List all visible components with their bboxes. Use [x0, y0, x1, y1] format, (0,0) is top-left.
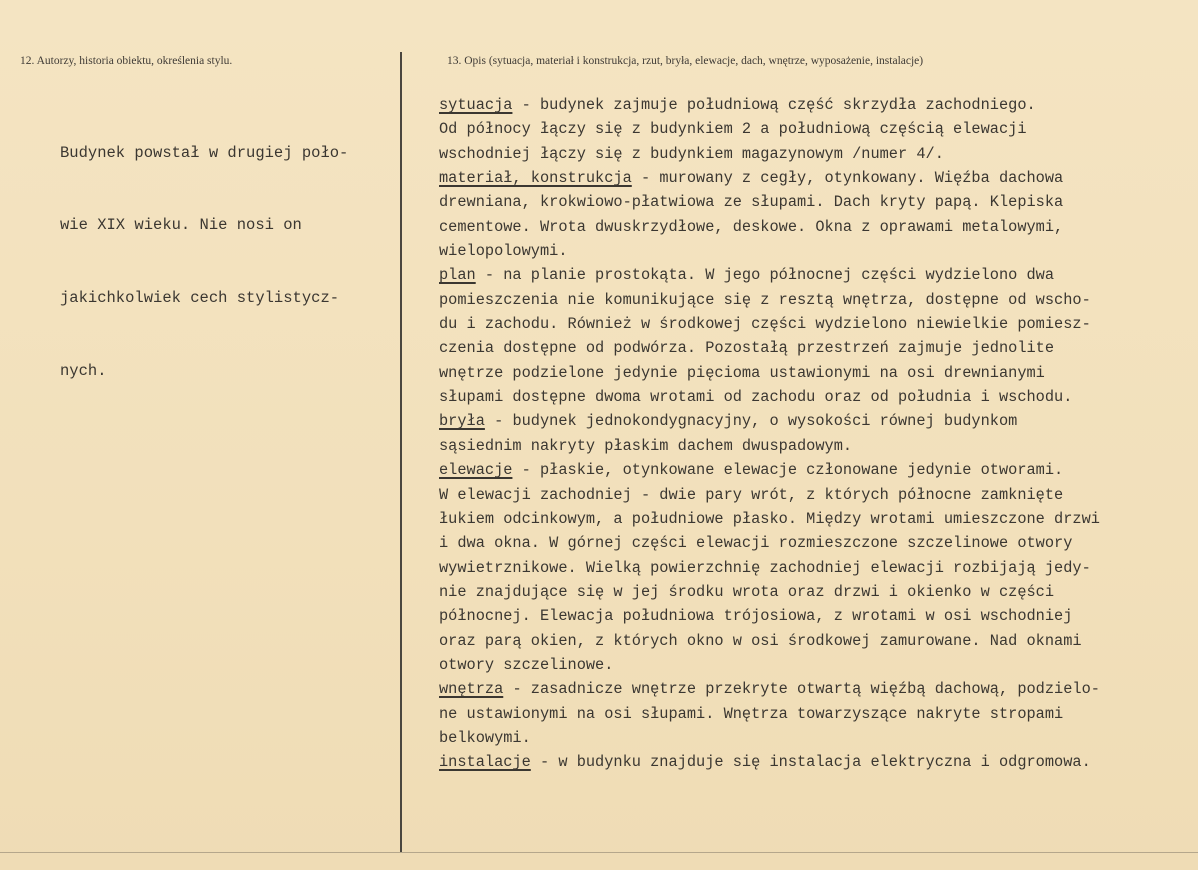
description-line-text: - w budynku znajduje się instalacja elektryczna i odgromowa.	[530, 753, 1091, 772]
section-13-header: 13. Opis (sytuacja, materiał i konstrukcja, rzut, bryła, elewacje, dach, wnętrze, wyposażenie, instalacje)	[447, 55, 924, 67]
description-line-text: i dwa okna. W górnej części elewacji rozmieszczone szczelinowe otwory	[439, 534, 1073, 553]
section-keyword: materiał, konstrukcja	[439, 169, 632, 188]
section-keyword: elewacje	[439, 461, 513, 480]
description-line	[439, 409, 1194, 433]
history-line: wie XIX wieku. Nie nosi on	[60, 216, 302, 235]
description-line	[439, 288, 1194, 312]
description-line-text: W elewacji zachodniej - dwie pary wrót, z których północne zamknięte	[439, 485, 1064, 504]
description-line-text: - budynek zajmuje południową część skrzydła zachodniego.	[512, 96, 1036, 114]
description-line-text: - zasadnicze wnętrze przekryte otwartą więźbą dachową, podzielo-	[503, 680, 1100, 699]
section-12-header: 12. Autorzy, historia obiektu, określenia stylu.	[20, 55, 233, 67]
description-line	[439, 677, 1194, 701]
history-line: Budynek powstał w drugiej poło-	[60, 143, 349, 162]
description-line	[439, 653, 1194, 677]
description-line	[439, 166, 1194, 190]
description-line-text: oraz parą okien, z których okno w osi środkowej zamurowane. Nad oknami	[439, 631, 1082, 650]
description-line-text: wielopolowymi.	[439, 242, 568, 261]
history-line: nych.	[60, 362, 107, 381]
description-line-text: drewniana, krokwiowo-płatwiowa ze słupami. Dach kryty papą. Klepiska	[439, 193, 1064, 212]
section-keyword: plan	[439, 266, 476, 285]
section-keyword: wnętrza	[439, 680, 504, 699]
description-line-text: północnej. Elewacja południowa trójosiowa, z wrotami w osi wschodniej	[439, 607, 1073, 626]
description-line	[439, 385, 1194, 409]
description-line-text: Od północy łączy się z budynkiem 2 a południową częścią elewacji	[439, 120, 1027, 139]
description-line-text: pomieszczenia nie komunikujące się z resztą wnętrza, dostępne od wscho-	[439, 290, 1091, 309]
description-line	[439, 336, 1194, 360]
section-keyword: sytuacja	[439, 96, 513, 114]
description-line-text: nie znajdujące się w jej środku wrota oraz drzwi i okienko w części	[439, 582, 1055, 601]
history-line: jakichkolwiek cech stylistycz-	[60, 289, 340, 308]
description-line	[439, 629, 1194, 653]
description-line-text: łukiem odcinkowym, a południowe płasko. Między wrotami umieszczone drzwi	[439, 509, 1100, 528]
description-line	[439, 239, 1194, 263]
history-text	[60, 92, 395, 432]
description-line-text: otwory szczelinowe.	[439, 655, 614, 674]
column-divider	[400, 52, 402, 852]
section-keyword: bryła	[439, 412, 485, 431]
description-line-text: - płaskie, otynkowane elewacje członowane jedynie otworami.	[512, 461, 1064, 480]
description-line	[439, 483, 1194, 507]
description-line	[439, 702, 1194, 726]
description-line	[439, 531, 1194, 555]
section-keyword: instalacje	[439, 753, 531, 772]
description-line	[439, 507, 1194, 531]
description-line	[439, 215, 1194, 239]
description-line-text: belkowymi.	[439, 728, 531, 747]
description-line-text: czenia dostępne od podwórza. Pozostałą przestrzeń zajmuje jednolite	[439, 339, 1055, 358]
description-line-text: cementowe. Wrota dwuskrzydłowe, deskowe. Okna z oprawami metalowymi,	[439, 217, 1064, 236]
description-line-text: - na planie prostokąta. W jego północnej części wydzielono dwa	[475, 266, 1055, 285]
description-line-text: sąsiednim nakryty płaskim dachem dwuspadowym.	[439, 436, 853, 455]
description-line	[439, 263, 1194, 287]
description-line	[439, 580, 1194, 604]
description-line	[439, 142, 1194, 166]
description-line	[439, 361, 1194, 385]
description-line-text: wnętrze podzielone jedynie pięcioma ustawionymi na osi drewnianymi	[439, 363, 1045, 382]
description-line	[439, 117, 1194, 141]
description-line	[439, 458, 1194, 482]
description-line-text: słupami dostępne dwoma wrotami od zachodu oraz od południa i wschodu.	[439, 388, 1073, 407]
description-line-text: wschodniej łączy się z budynkiem magazynowym /numer 4/.	[439, 144, 944, 163]
bottom-rule	[0, 852, 1198, 853]
description-line-text: wywietrznikowe. Wielką powierzchnię zachodniej elewacji rozbijają jedy-	[439, 558, 1091, 577]
description-line	[439, 726, 1194, 750]
description-line	[439, 93, 1194, 117]
description-line-text: du i zachodu. Również w środkowej części wydzielono niewielkie pomiesz-	[439, 315, 1091, 334]
description-line	[439, 556, 1194, 580]
description-line	[439, 312, 1194, 336]
description-line-text: ne ustawionymi na osi słupami. Wnętrza towarzyszące nakryte stropami	[439, 704, 1064, 723]
description-text	[439, 93, 1194, 775]
description-line-text: - murowany z cegły, otynkowany. Więźba dachowa	[631, 169, 1064, 188]
description-line	[439, 434, 1194, 458]
description-line-text: - budynek jednokondygnacyjny, o wysokości równej budynkom	[484, 412, 1018, 431]
description-line	[439, 604, 1194, 628]
description-line	[439, 190, 1194, 214]
description-line	[439, 750, 1194, 774]
